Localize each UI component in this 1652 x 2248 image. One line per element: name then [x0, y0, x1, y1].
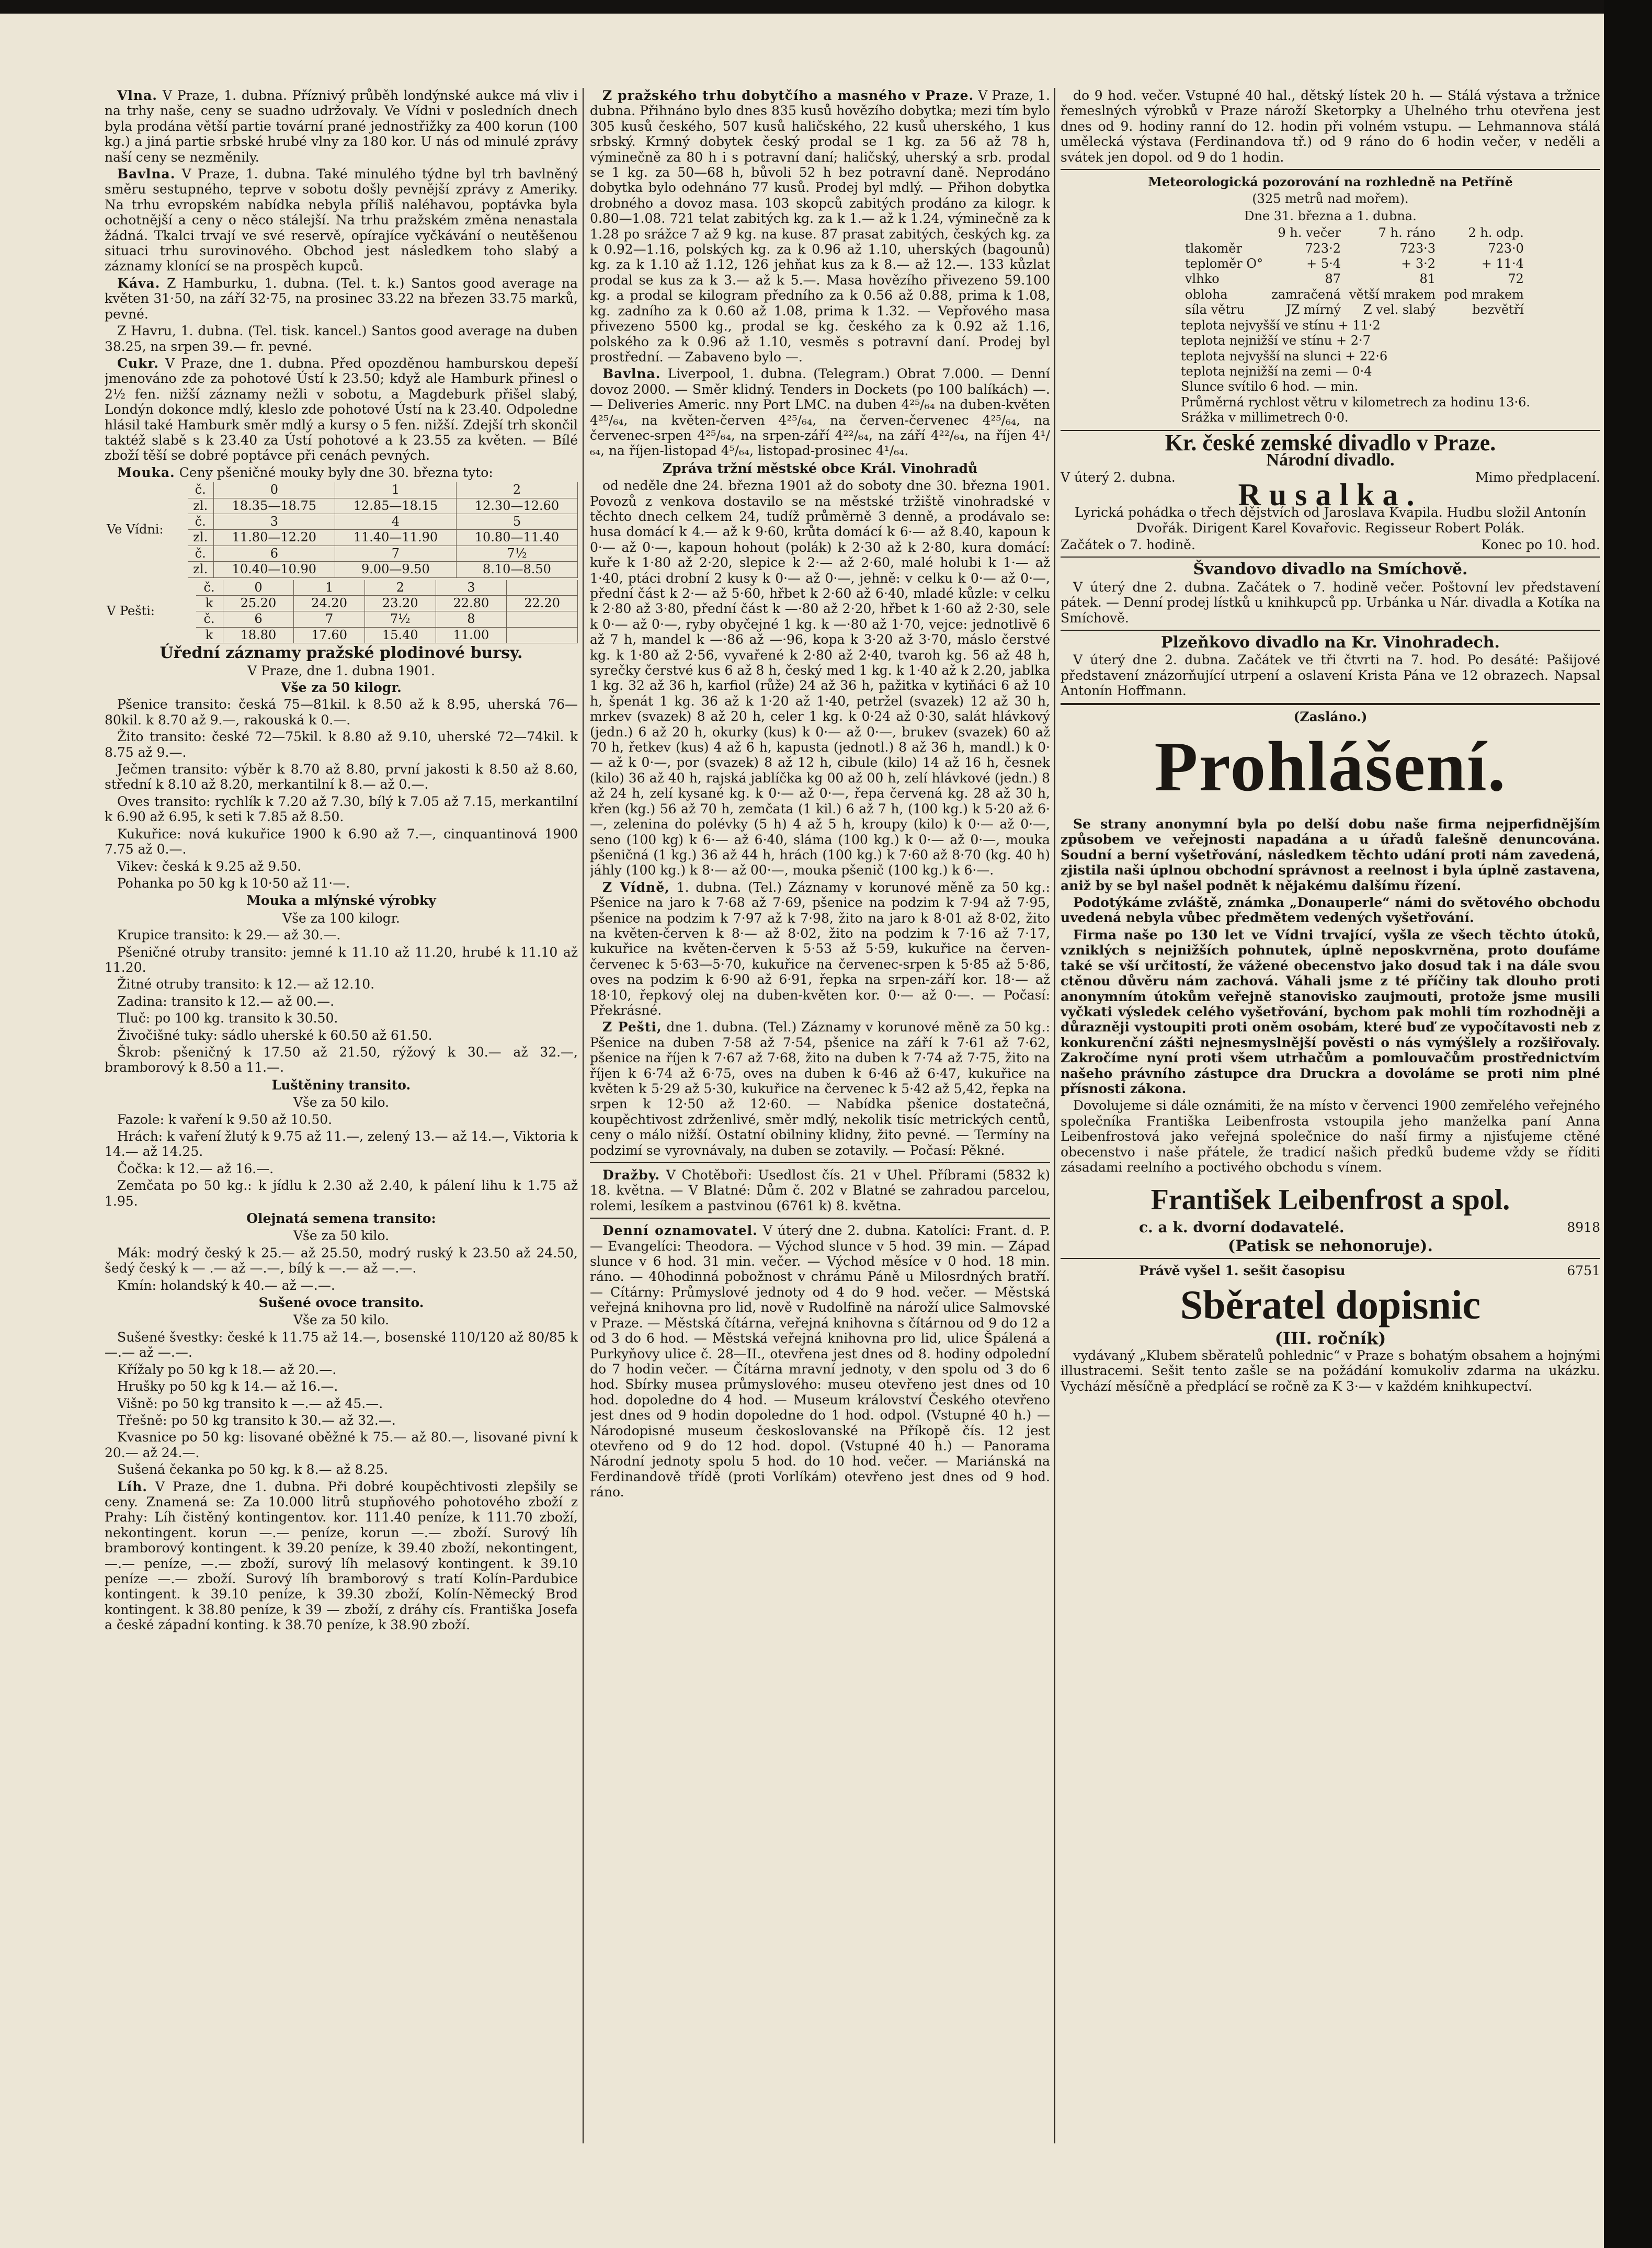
price-line: Žitné otruby transito: k 12.— až 12.10. — [117, 977, 375, 992]
sb-header: Právě vyšel 1. sešit časopisu 6751 — [1139, 1263, 1600, 1279]
sb-subtitle: (III. ročník) — [1274, 1328, 1386, 1348]
article-cukr: Cukr. V Praze, dne 1. dubna. Před opozděnou hamburskou depeší jmenováno zde za pohotové Ústí k 23.50; když ale Hamburk přinesl o 2½ fen. nižší záznamy nežli v sobotu, a Magdeburk přišel slabý, Londýn dokonce mdlý, kleslo zde pohotové Ústí na k 23.40. Odpoledne hlásil také Hamburk směr mdlý a kursy o 5 fen. nižší. Zdejší trh skončil taktéž slabě s k 23.40 za Ústí pohotové a k 23.55 za květen. — Bílé zboží těší se dobré poptávce při cenách pevných. — [105, 355, 578, 463]
article-vinohrady-market: od neděle dne 24. března 1901 až do soboty dne 30. března 1901. Povozů z venkova dostavilo se na městské tržiště vinohradské v těchto dnech celkem 24, tudíž průměrně 3 denně, a prodávalo se: husa domácí k 4.— až k 9·60, krůta domácí k 6·— až 8.40, kapoun k 0·— až 0·—, kapoun hohout (polák) k 2·30 až k 2·80, kura domácí: kuře k 1·80 až 2·20, slepice k 2·— až 2·60, malé holubi k 1·— až 1·40, ptáci drobní 2 kusy k 0·— až 0·—, jehně: v celku k 0·— až 0·—, přední část k 2·— až 5·60, hřbet k 2·60 až 6·40, mladé kůzle: v celku k 2·80 až 3·80, přední část k —·80 až 2·20, hřbet k 1·60 až 2·30, sele k 0·— až 0·—, ryby obyčejné 1 kg. k —·80 až 1·70, vejce: jednotlivě 6 až 7 h, mandel k —·86 až —·96, kopa k 3·20 až 3·70, máslo čerstvé kg. k 1·80 až 2·56, vyvařené k 2·80 až 2·40, tvaroh kg. 56 až 48 h, syrečky čerstvé kus 6 až 8 h, český med 1 kg. k 1·40 až k 2.20, jablka 1 kg. 32 až 36 h, karfiol (růže) 24 až 36 h, pažitka v kytiňáci 6 až 10 h, špenát 1 kg. 36 až k 1·20 až 1·40, petržel (svazek) 12 až 30 h, mrkev (svazek) 8 až 20 h, celer 1 kg. k 0·24 až 0·30, salát hlávkový (jedn.) 6 až 20 h, okurky (kus) k 0·— až 0·—, brukev (svazek) 60 až 70 h, řetkev (kus) 4 až 6 h, kapusta (jednotl.) 8 až 36 h, mandl.) k 0·— až k 0·—, por (svazek) 8 až 12 h, cibule (kilo) 14 až 16 h, česnek (kilo) 36 až 40 h, rajská jablíčka kg 00 až 00 h, zelí hlávkové (jedn.) 8 až 24 h, zelí kysané kg. k 0·— až 0·—, řepa červená kg. 28 až 30 h, křen (kg.) 56 až 70 h, zemčata (1 kil.) 6 až 7 h, (100 kg.) k 5·20 až 6·—, zelenina do polévky (5 h) 4 až 5 h, kroupy (kilo) k 0·— až 0·—, seno (100 kg) k 6·— až 6·40, sláma (100 kg.) k 0·— až 0·—, mouka pšeničná (1 kg.) 36 až 44 h, hrách (100 kg.) k 7·60 až 8·70 (kg. 40 h) jáhly (100 kg.) k 8·— až 00·—, mouka pšenič (100 kg.) k 6·—. — [590, 478, 1050, 878]
article-lih: Líh. V Praze, dne 1. dubna. Při dobré koupěchtivosti zlepšily se ceny. Znamená se: Za 10.000 litrů stupňového pohotového zboží z Prahy: Líh čistěný kontingentov. kor. 111.40 peníze, k 111.70 zboží, nekontingent. korun —.— peníze, korun —.— zboží. Surový líh bramborový kontingent. k 39.20 peníze, k 39.40 zboží, nekontingent, —.— peníze, —.— zboží, surový líh melasový kontingent. k 39.10 peníze —.— zboží. Surový líh bramborový s tratí Kolín-Pardubice kontingent. k 39.10 peníze, k 39.30 zboží, Kolín-Německý Brod kontingent. k 38.80 peníze, k 39 — zboží, z dráhy cís. Františka Josefa a české západní konting. k 38.70 peníze, k 38.90 zboží. — [105, 1479, 578, 1633]
ad-paragraph: Podotýkáme zvláště, známka „Donauperle“ námi do světového obchodu uvedená nebyla vůbec předmětem vedených vyšetřování. — [1061, 895, 1600, 926]
article-exhibitions: do 9 hod. večer. Vstupné 40 hal., dětský lístek 20 h. — Stálá výstava a tržnice řemeslných výrobků v Praze nároží Sketorpky a Uhelného trhu otevřena jest dnes od 9. hodiny ranní do 12. hodin při volném vstupu. — Lehmannova stálá umělecká výstava (Ferdinandova tř.) od 9 ráno do 6 hodin večer, v neděli a svátek jen dopol. od 9 do 1 hodin. — [1061, 88, 1600, 165]
table-row: tlakoměr 723·2 723·3 723·0 — [1185, 241, 1524, 256]
urad-date: V Praze, dne 1. dubna 1901. — [247, 663, 435, 678]
subsection-unit: Vše za 50 kilo. — [293, 1312, 390, 1328]
flour-price-table — [105, 482, 578, 577]
article-kava: Káva. Z Hamburku, 1. dubna. (Tel. t. k.) Santos good average na květen 31·50, na září 32·75, na prosinec 33.22 na březen 33.75 marků, pevné. — [105, 275, 578, 322]
price-line: Tluč: po 100 kg. transito k 30.50. — [117, 1011, 338, 1026]
price-line: Kmín: holandský k 40.— až —.—. — [117, 1277, 335, 1293]
theatre-plzenek-text: V úterý dne 2. dubna. Začátek ve tři čtvrti na 7. hod. Po desáté: Pašijové představení znázorňující utrpení a oslavení Krista Pána ve 12 obrazech. Napsal Antonín Hoffmann. — [1061, 652, 1600, 699]
article-bavlna-liverpool: Bavlna. Liverpool, 1. dubna. (Telegram.) Obrat 7.000. — Denní dovoz 2000. — Směr klidný. Tenders in Dockets (po 100 balíkách) —. — Deliveries Americ. nny Port LMC. na duben 4²⁵/₆₄ na duben-květen 4²⁵/₆₄, na květen-červen 4²⁵/₆₄, na červen-červenec 4²⁵/₆₄, na červenec-srpen 4²⁵/₆₄, na srpen-září 4²²/₆₄, na září 4²²/₆₄, na říjen 4¹/₆₄, na říjen-listopad 4⁵/₆₄, listopad-prosinec 4¹/₆₄. — [590, 366, 1050, 459]
ad-zaslano: (Zasláno.) — [1293, 709, 1368, 724]
article-mouka: Mouka. Ceny pšeničné mouky byly dne 30. března tyto: — [117, 464, 493, 480]
urad-unit: Vše za 50 kilogr. — [281, 680, 402, 696]
divider — [590, 1218, 1050, 1219]
theatre-national-play: Rusalka. — [1238, 477, 1423, 512]
price-line: Škrob: pšeničný k 17.50 až 21.50, rýžový k 30.— až 32.—, bramborový k 8.50 a 11.—. — [105, 1044, 578, 1075]
price-line: Hrách: k vaření žlutý k 9.75 až 11.—, zelený 13.— až 14.—, Viktoria k 14.— až 14.25. — [105, 1129, 578, 1160]
section-title-urad: Úřední záznamy pražské plodinové bursy. — [159, 644, 523, 663]
divider — [590, 1162, 1050, 1163]
table-row: vlhko 87 81 72 — [1185, 271, 1524, 287]
ad-paragraph: Firma naše po 130 let ve Vídni trvající, vyšla ze všech těchto útoků, vzniklých s nejnižších pohnutek, úplně neposkvrněna, proto doufáme také se vší určitostí, že vážené obecenstvo jako dosud tak i na dále svou ctěnou důvěru nám zachová. Váhali jsme z té příčiny tak dlouho proti anonymním útokům veřejně stanovisko zaujmouti, protože jsme musili vyčkati výsledek celého vyšetřování, bychom pak mohli tím rozhodněji a důrazněji vystoupiti proti oněm osobám, které buď ze vypočítavosti neb z konkurenční zášti nejnesmyslnější pověsti o nás vymýšlely a rozšiřovaly. Zakročíme nyní proti všem utrhačům a pomlouvačům prostřednictvím našeho právního zástupce dra Druckra a dovoláme se proti nim plné přísnosti zákona. — [1061, 927, 1600, 1096]
column-3 — [1061, 88, 1600, 2141]
ad-patisk: (Patisk se nehonoruje). — [1228, 1236, 1433, 1255]
divider — [1061, 169, 1600, 170]
price-line: Kukuřice: nová kukuřice 1900 k 6.90 až 7.—, cinquantinová 1900 7.75 až 0.—. — [105, 826, 578, 857]
price-line: Sušené švestky: české k 11.75 až 14.—, bosenské 110/120 až 80/85 k —.— až —.—. — [105, 1329, 578, 1360]
divider — [1061, 1258, 1600, 1259]
price-line: Třešně: po 50 kg transito k 30.— až 32.—. — [117, 1412, 396, 1428]
ad-paragraph: Se strany anonymní byla po delší dobu naše firma nejperfidnějším způsobem ve veřejnosti napadána a u úřadů falešně denuncována. Soudní a berní vyšetřování, následkem těchto udání proti nám zavedená, zjistila naši úplnou obchodní správnost a reelnost i byla úplně zastavena, aniž by se byl našel podnět k nějakému dalšímu řízení. — [1061, 816, 1600, 893]
price-line: Pohanka po 50 kg k 10·50 až 11·—. — [117, 875, 350, 891]
table-row: 9 h. večer 7 h. ráno 2 h. odp. — [1278, 225, 1524, 241]
column-rule-2 — [1054, 88, 1055, 2143]
advertisement-sberatel — [1061, 1263, 1600, 1394]
theatre-national-title: Kr. české zemské divadlo v Praze. — [1165, 429, 1496, 456]
table-row: k 18.80 17.60 15.40 11.00 — [105, 627, 578, 643]
price-line: Čočka: k 12.— až 16.—. — [117, 1161, 274, 1176]
price-line: Žito transito: české 72—75kil. k 8.80 až 9.10, uherské 72—74kil. k 8.75 až 9.—. — [105, 729, 578, 760]
met-title: Meteorologická pozorování na rozhledně na Petříně — [1148, 174, 1513, 190]
theatre-svanda-title: Švandovo divadlo na Smíchově. — [1193, 560, 1468, 579]
article-denni: Denní oznamovatel. V úterý dne 2. dubna. Katolíci: Frant. d. P. — Evangelíci: Theodora. — Východ slunce v 5 hod. 39 min. — Západ slunce v 6 hod. 31 min. večer. — Východ měsíce v 0 hod. 18 min. ráno. — 40hodinná pobožnost v chrámu Páně u Milosrdných bratří. — Cítárny: Průmyslové jednoty od 4 do 9 hod. večer. — Městská veřejná knihovna pro lid, nově v Rudolfině na nároží ulice Salmovské v Praze. — Městská čítárna, veřejná knihovna s čítárnou od 9 do 12 a od 3 do 6 hod. — Městská veřejná knihovna pro lid, ulice Špálená a Purkyňovy ulice č. 28—II., otevřena jest dnes od 8. hodiny odpolední do 7 hodin večer. — Čítárna mravní jednoty, v den spolu od 3 do 6 hod. Sbírky musea průmyslového: museu otevřeno jest dnes od 10 hod. dopoledne do 4 hod. — Museum království Českého otevřeno jest dnes od 9 hodin dopoledne do 1 hod. odpol. (Vstupné 40 h.) — Národopisné museum českoslovanské na Příkopě čís. 12 jest otevřeno od 9 do 12 hod. dopol. (Vstupné 40 h.) — Panorama Národní jednoty spolu 5 hod. do 10 hod. večer. — Mariánská na Ferdinandově třídě (proti Vorlíkám) otevřeno jest dnes od 9 hod. ráno. — [590, 1223, 1050, 1500]
table-row: Ve Vídni: č. 0 1 2 — [105, 482, 578, 498]
price-line: Zemčata po 50 kg.: k jídlu k 2.30 až 2.40, k pálení lihu k 1.75 až 1.95. — [105, 1178, 578, 1209]
price-line: Hrušky po 50 kg k 14.— až 16.—. — [117, 1379, 338, 1394]
price-line: Vikev: česká k 9.25 až 9.50. — [117, 858, 302, 874]
met-date: Dne 31. března a 1. dubna. — [1244, 208, 1417, 223]
sb-title: Sběratel dopisnic — [1180, 1281, 1481, 1327]
meteorological-box — [1061, 174, 1600, 426]
article-kava-havre: Z Havru, 1. dubna. (Tel. tisk. kancel.) Santos good average na duben 38.25, na srpen 39.— fr. pevné. — [105, 323, 578, 354]
scan-top-edge — [0, 0, 1652, 14]
price-line: Krupice transito: k 29.— až 30.—. — [117, 927, 341, 943]
theatre-national-times: Začátek o 7. hodině. Konec po 10. hod. — [1061, 537, 1600, 552]
advertisement-prohlaseni — [1061, 709, 1600, 1254]
theatre-national-subtitle: Národní divadlo. — [1266, 450, 1395, 470]
column-rule-1 — [583, 88, 584, 2143]
table-row: V Pešti: č. 0 1 2 3 — [105, 580, 578, 596]
price-line: Pšenice transito: česká 75—81kil. k 8.50 až k 8.95, uherská 76—80kil. k 8.70 až 9.—, rakouská k 0.—. — [105, 697, 578, 728]
ad-title: Prohlášení. — [1154, 728, 1507, 807]
price-line: Zadina: transito k 12.— až 00.—. — [117, 993, 335, 1009]
subsection-title: Mouka a mlýnské výrobky — [246, 893, 436, 909]
price-line: Kvasnice po 50 kg: lisované oběžné k 75.— až 80.—, lisované pivní k 20.— až 24.—. — [105, 1429, 578, 1460]
table-row: zl. 10.40—10.90 9.00—9.50 8.10—8.50 — [105, 562, 578, 577]
article-drazby: Dražby. V Chotěboři: Usedlost čís. 21 v Uhel. Příbrami (5832 k) 18. května. — V Blatné: Dům č. 202 v Blatné se zahradou parcelou, rolemi, lesíkem a pastvinou (6761 k) 8. května. — [590, 1167, 1050, 1213]
theatre-national-desc: Lyrická pohádka o třech dějstvích od Jaroslava Kvapila. Hudbu složil Antonín Dvořák. Dirigent Karel Kovařovic. Regisseur Robert Polák. — [1074, 505, 1587, 536]
subsection-unit: Vše za 50 kilo. — [293, 1095, 390, 1110]
article-bavlna-prague: Bavlna. V Praze, 1. dubna. Také minulého týdne byl trh bavlněný směru sestupného, teprve v sobotu došly pevnější zprávy z Ameriky. Na trhu evropském nabídka nebyla příliš naléhavou, poptávka byla ochotnější a ceny o něco stálejší. Na trhu pražském změna nenastala žádná. Tkalci trvají ve své reservě, opírajíce vyčkávání o neutěšenou situaci trhu surovinového. Obchod jest následkem toho slabý a záznamy klonící se na prospěch kupců. — [105, 166, 578, 274]
table-row: č. 6 7 7½ — [105, 546, 578, 561]
flour-price-table-pest — [105, 580, 578, 644]
price-line: Živočišné tuky: sádlo uherské k 60.50 až 61.50. — [117, 1027, 432, 1043]
met-lines: teplota nejvyšší ve stínu + 11·2 teplota nejnižší ve stínu + 2·7 teplota nejvyšší na slunci + 22·6 teplota nejnižší na zemi — 0·4 Slunce svítilo 6 hod. — min. Průměrná rychlost větru v kilometrech za hodinu 13·6. Srážka v millimetrech 0·0. — [1181, 317, 1530, 425]
table-row: zl. 18.35—18.75 12.85—18.15 12.30—12.60 — [105, 498, 578, 514]
table-row: č. 6 7 7½ 8 — [105, 611, 578, 627]
sb-text: vydávaný „Klubem sběratelů pohlednic“ v Praze s bohatým obsahem a hojnými illustracemi. Sešit tento zašle se na požádání komukoliv zdarma na ukázku. Vychází měsíčně a předplácí se ročně za K 3·— v každém knihkupectví. — [1061, 1348, 1600, 1394]
price-line: Křížaly po 50 kg k 18.— až 20.—. — [117, 1361, 337, 1377]
price-line: Sušená čekanka po 50 kg. k 8.— až 8.25. — [117, 1462, 389, 1478]
met-subtitle: (325 metrů nad mořem). — [1252, 191, 1409, 207]
subsection-title: Olejnatá semena transito: — [246, 1211, 436, 1227]
column-2 — [590, 88, 1050, 2141]
table-row: obloha zamračená větší mrakem pod mrakem — [1185, 287, 1524, 302]
article-pest: Z Pešti, dne 1. dubna. (Tel.) Záznamy v korunové měně za 50 kg.: Pšenice na duben 7·58 až 7·54, pšenice na září k 7·61 až 7·62, pšenice na říjen k 7·67 až 7·68, žito na duben k 7·74 až 7·75, žito na říjen k 6·74 až 6·75, oves na duben k 6·46 až 6·47, kukuřice na květen k 5·29 až 5·30, kukuřice na červenec k 5·42 až 5,42, řepka na srpen k 12·50 až 12·60. — Nabídka pšenice dostatečná, koupěchtivost zdrženlivé, směr mdlý, nekolik tisíc metrických centů, ceny o málo nižší. Ostatní obilniny klidny, žito pevné. — Termíny na podzimí se vyrovnávaly, na duben se zotavily. — Počasí: Pěkné. — [590, 1019, 1050, 1158]
table-row: teploměr O° + 5·4 + 3·2 + 11·4 — [1185, 256, 1524, 271]
article-cattle-market: Z pražského trhu dobytčího a masného v Praze. V Praze, 1. dubna. Přihnáno bylo dnes 835 kusů hovězího dobytka; mezi tím bylo 305 kusů českého, 507 kusů haličského, 22 kusů uherského, 1 kus srbský. Krmný dobytek český prodal se 1 kg. za 56 až 78 h, výminečně za 80 h i s potravní daní; haličský, uherský a srb. prodal se 1 kg. za 50—68 h, bůvoli 52 h bez potravní daně. Neprodáno dobytka bylo odehnáno 77 kusů. Prodej byl mdlý. — Přihon dobytka drobného a dovoz masa. 103 skopců zabitých prodáno za kilogr. k 0.80—1.08. 721 telat zabitých kg. za k 1.— až k 1.24, výminečně za k 1.28 po srážce 7 až 9 kg. na kuse. 87 prasat zabitých, českých kg. za k 0.92—1.16, polských kg. za k 0.96 až 1.10, uherských (bagounů) kg. za k 1.10 až 1.12, 126 jehňat kus za k 8.— až 12.—. 133 kůzlat prodal se kus za k 3.— až k 5.—. Masa hovězího přivezeno 59.100 kg. a prodal se kilogram předního za k 0.56 až 0.88, prima k 1.08, kg. zadního za k 0.60 až 1.08, prima k 1.32. — Vepřového masa přivezeno 5500 kg., prodal se kg. českého za k 0.92 až 1.16, polského za k 0.96 až 1.10, vesměs s potravní daní. Prodej byl prostřední. — Zabaveno bylo —. — [590, 88, 1050, 365]
table-row: síla větru JZ mírný Z vel. slabý bezvětří — [1185, 302, 1524, 317]
column-1 — [105, 88, 578, 2141]
article-vienna: Z Vídně, 1. dubna. (Tel.) Záznamy v korunové měně za 50 kg.: Pšenice na jaro k 7·68 až 7·69, pšenice na podzim k 7·94 až 7·95, pšenice na podzim k 7·97 až k 7·98, žito na jaro k 8·01 až 8·02, žito na květen-červen k 8·— až 8·02, žito na podzim k 7·16 až 7·17, kukuřice na květen-červen k 5·53 až 5·59, kukuřice na červen-červenec k 5·63—5·70, kukuřice na červenec-srpen k 5·85 až 5·86, oves na podzim k 6·90 až 6·91, řepka na srpen-září kor. 18·— až 18·10, řepkový olej na duben-květen kor. 0·— až 0·—. — Počasí: Překrásné. — [590, 879, 1050, 1018]
price-line: Pšeničné otruby transito: jemné k 11.10 až 11.20, hrubé k 11.10 až 11.20. — [105, 944, 578, 975]
ad-paragraph: Dovolujeme si dále oznámiti, že na místo v červenci 1900 zemřelého veřejného společníka Františka Leibenfrosta vstoupila jeho manželka paní Anna Leibenfrostová jako veřejná společnice do naší firmy a njisťujeme ctěné obecenstvo i naše přátele, že tradicí našich předků budeme vždy se říditi zásadami reelního a poctivého obchodu s vínem. — [1061, 1098, 1600, 1175]
table-row: zl. 11.80—12.20 11.40—11.90 10.80—11.40 — [105, 530, 578, 546]
divider — [1061, 557, 1600, 558]
theatre-svanda-text: V úterý dne 2. dubna. Začátek o 7. hodině večer. Poštovní lev představení pátek. — Denní prodej lístků u knihkupců pp. Urbánka u Nár. divadla a Kotíka na Smíchově. — [1061, 579, 1600, 626]
price-line: Oves transito: rychlík k 7.20 až 7.30, bílý k 7.05 až 7.15, merkantilní k 6.90 až 6.95, k seti k 7.85 až 8.50. — [105, 793, 578, 825]
section-title-vinohrady: Zpráva tržní městské obce Král. Vinohradů — [662, 460, 978, 476]
subsection-unit: Vše za 50 kilo. — [293, 1228, 390, 1244]
scan-right-edge — [1604, 0, 1652, 2248]
article-vlna: Vlna. V Praze, 1. dubna. Příznivý průběh londýnské aukce má vliv i na trhy naše, ceny se suadno udržovaly. Ve Vídni v posledních dnech byla prodána větší partie tovární prané jednostřižky za 400 korun (100 kg.) a jiná partie srbské hrubé vlny za 180 kor. U nás od minulé zprávy naší ceny se nezměnily. — [105, 88, 578, 165]
price-line: Ječmen transito: výběr k 8.70 až 8.80, první jakosti k 8.50 až 8.60, střední k 8.10 až 8.20, merkantilní k 8.— až 0.—. — [105, 762, 578, 792]
met-table — [1181, 225, 1528, 317]
theatre-plzenek-title: Plzeňkovo divadlo na Kr. Vinohradech. — [1161, 633, 1500, 652]
divider — [1061, 703, 1600, 705]
divider — [1061, 630, 1600, 631]
price-line: Višně: po 50 kg transito k —.— až 45.—. — [117, 1395, 383, 1411]
ad-firm: František Leibenfrost a spol. — [1150, 1184, 1510, 1217]
subsection-title: Sušené ovoce transito. — [258, 1295, 424, 1311]
price-line: Mák: modrý český k 25.— až 25.50, modrý ruský k 23.50 až 24.50, šedý český k — .— až —.—, bílý k —.— až —.—. — [105, 1245, 578, 1276]
theatre-national-dateline: V úterý 2. dubna. Mimo předplacení. — [1061, 470, 1600, 485]
table-row: č. 3 4 5 — [105, 514, 578, 529]
subsection-unit: Vše za 100 kilogr. — [282, 910, 400, 926]
ad-firm-sub: c. a k. dvorní dodavatelé. 8918 — [1139, 1219, 1600, 1236]
price-line: Fazole: k vaření k 9.50 až 10.50. — [117, 1111, 333, 1127]
table-row: k 25.20 24.20 23.20 22.80 22.20 — [105, 596, 578, 611]
subsection-title: Luštěniny transito. — [271, 1077, 411, 1093]
